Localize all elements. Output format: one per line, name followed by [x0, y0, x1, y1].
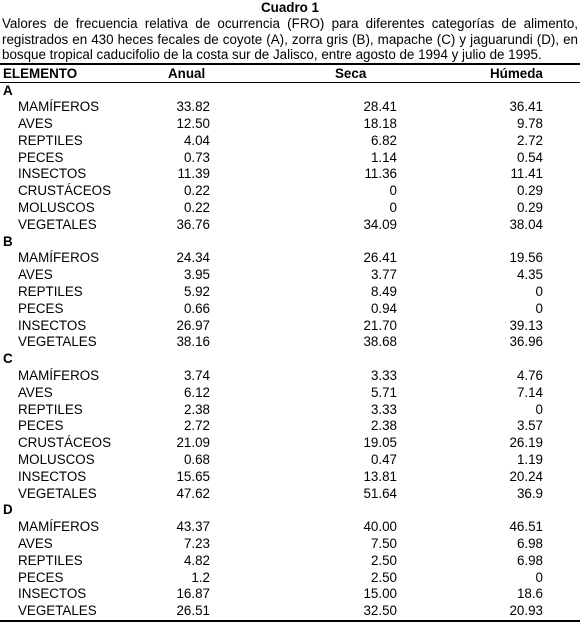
cell-anual-container	[150, 200, 320, 217]
table-row	[0, 200, 580, 217]
cell-seca-container	[320, 200, 490, 217]
cell-seca-container	[320, 486, 490, 503]
cell-elemento: INSECTOS	[18, 586, 87, 602]
cell-anual: 0.73	[183, 149, 210, 165]
cell-seca-container	[320, 166, 490, 183]
cell-seca-container	[320, 301, 490, 318]
cell-humeda: 38.04	[509, 216, 543, 232]
cell-humeda: 0	[535, 300, 543, 316]
cell-seca: 7.50	[370, 536, 397, 552]
cell-seca-container	[320, 150, 490, 167]
group-row	[0, 502, 580, 519]
cell-humeda: 39.13	[509, 317, 543, 333]
cell-anual: 12.50	[176, 116, 210, 132]
cell-humeda-container	[490, 150, 580, 167]
cell-seca-container	[320, 267, 490, 284]
cell-elemento: VEGETALES	[18, 485, 97, 501]
cell-elemento: PECES	[18, 569, 64, 585]
cell-humeda-container	[490, 166, 580, 183]
cell-anual: 3.95	[183, 267, 210, 283]
group-row	[0, 351, 580, 368]
cell-elemento: INSECTOS	[18, 468, 87, 484]
cell-humeda-container	[490, 318, 580, 335]
group-label: A	[3, 82, 13, 98]
cell-humeda: 3.57	[516, 418, 543, 434]
cell-humeda-container	[490, 586, 580, 603]
cell-humeda: 4.76	[516, 368, 543, 384]
cell-humeda: 26.19	[509, 435, 543, 451]
cell-seca-container	[320, 133, 490, 150]
cell-anual: 7.23	[183, 536, 210, 552]
cell-humeda: 36.41	[509, 99, 543, 115]
cell-seca: 32.50	[363, 603, 397, 619]
cell-elemento: PECES	[18, 149, 64, 165]
cell-seca: 3.33	[370, 368, 397, 384]
table-caption: Valores de frecuencia relativa de ocurrencia (FRO) para diferentes categorías de alimento, registrados en 430 heces fecales de coyote (A), zorra gris (B), mapache (C) y jaguarundi (D), en bosque tropical caducifolio de la costa sur de Jalisco, entre agosto de 1994 y julio de 1995.	[2, 16, 578, 62]
cell-anual-container	[150, 284, 320, 301]
cell-anual: 33.82	[176, 99, 210, 115]
cell-anual: 2.72	[183, 418, 210, 434]
cell-elemento: REPTILES	[18, 552, 83, 568]
group-row	[0, 83, 580, 100]
cell-humeda: 0	[535, 401, 543, 417]
cell-humeda: 9.78	[516, 116, 543, 132]
cell-humeda: 20.24	[509, 468, 543, 484]
cell-humeda-container	[490, 603, 580, 620]
cell-anual: 4.82	[183, 552, 210, 568]
cell-seca: 2.50	[370, 569, 397, 585]
cell-anual-container	[150, 536, 320, 553]
data-table	[0, 65, 580, 621]
cell-seca: 40.00	[363, 519, 397, 535]
cell-seca: 13.81	[363, 468, 397, 484]
cell-humeda-container	[490, 183, 580, 200]
cell-humeda: 19.56	[509, 250, 543, 266]
table-row	[0, 368, 580, 385]
cell-seca-container	[320, 402, 490, 419]
cell-anual: 3.74	[183, 368, 210, 384]
table-row	[0, 435, 580, 452]
table-row	[0, 116, 580, 133]
cell-anual: 1.2	[191, 569, 210, 585]
cell-anual: 6.12	[183, 384, 210, 400]
table-header	[0, 65, 580, 83]
header-row	[0, 65, 580, 83]
cell-humeda: 0.29	[516, 200, 543, 216]
cell-anual-container	[150, 402, 320, 419]
cell-humeda-container	[490, 250, 580, 267]
cell-elemento: REPTILES	[18, 284, 83, 300]
table-row	[0, 519, 580, 536]
cell-elemento: MAMÍFEROS	[18, 519, 100, 535]
cell-humeda-container	[490, 116, 580, 133]
cell-seca-container	[320, 284, 490, 301]
cell-elemento: AVES	[18, 536, 53, 552]
cell-elemento: PECES	[18, 300, 64, 316]
cell-elemento: MAMÍFEROS	[18, 99, 100, 115]
cell-anual-container	[150, 586, 320, 603]
header-anual: Anual	[168, 65, 206, 81]
table-row	[0, 570, 580, 587]
cell-seca-container	[320, 435, 490, 452]
cell-anual-container	[150, 486, 320, 503]
cell-humeda: 0	[535, 569, 543, 585]
cell-anual-container	[150, 435, 320, 452]
cell-seca-container	[320, 603, 490, 620]
cell-humeda-container	[490, 469, 580, 486]
table-row	[0, 334, 580, 351]
cell-seca-container	[320, 553, 490, 570]
cell-seca: 1.14	[370, 149, 397, 165]
cell-anual-container	[150, 217, 320, 234]
cell-humeda-container	[490, 217, 580, 234]
cell-seca-container	[320, 418, 490, 435]
table-row	[0, 318, 580, 335]
cell-anual: 38.16	[176, 334, 210, 350]
cell-seca: 21.70	[363, 317, 397, 333]
cell-humeda-container	[490, 519, 580, 536]
cell-seca: 0	[389, 200, 397, 216]
table-row	[0, 133, 580, 150]
cell-anual: 43.37	[176, 519, 210, 535]
group-label: B	[3, 233, 13, 249]
cell-humeda: 20.93	[509, 603, 543, 619]
cell-elemento: CRUSTÁCEOS	[18, 183, 112, 199]
cell-humeda-container	[490, 368, 580, 385]
cell-humeda-container	[490, 284, 580, 301]
cell-humeda: 0.54	[516, 149, 543, 165]
cell-humeda-container	[490, 452, 580, 469]
cell-anual: 36.76	[176, 216, 210, 232]
table-row	[0, 99, 580, 116]
cell-anual-container	[150, 570, 320, 587]
cell-anual: 15.65	[176, 468, 210, 484]
cell-seca: 38.68	[363, 334, 397, 350]
cell-anual: 26.97	[176, 317, 210, 333]
cell-seca-container	[320, 586, 490, 603]
cell-elemento: PECES	[18, 418, 64, 434]
cell-seca: 0	[389, 183, 397, 199]
cell-seca: 5.71	[370, 384, 397, 400]
header-humeda: Húmeda	[490, 65, 543, 81]
cell-anual: 2.38	[183, 401, 210, 417]
cell-humeda: 0.29	[516, 183, 543, 199]
table-body	[0, 82, 580, 620]
cell-anual: 0.68	[183, 452, 210, 468]
cell-seca: 0.94	[370, 300, 397, 316]
cell-seca: 0.47	[370, 452, 397, 468]
cell-elemento: VEGETALES	[18, 334, 97, 350]
cell-humeda-container	[490, 385, 580, 402]
cell-elemento: VEGETALES	[18, 603, 97, 619]
cell-elemento: MAMÍFEROS	[18, 250, 100, 266]
table-row	[0, 267, 580, 284]
cell-humeda: 46.51	[509, 519, 543, 535]
cell-seca-container	[320, 452, 490, 469]
cell-seca-container	[320, 250, 490, 267]
cell-humeda: 18.6	[516, 586, 543, 602]
cell-seca-container	[320, 570, 490, 587]
cell-humeda: 36.9	[516, 485, 543, 501]
cell-elemento: AVES	[18, 116, 53, 132]
cell-anual: 11.39	[177, 166, 210, 182]
cell-anual-container	[150, 368, 320, 385]
cell-anual: 16.87	[176, 586, 210, 602]
cell-seca-container	[320, 469, 490, 486]
cell-anual-container	[150, 166, 320, 183]
cell-elemento: CRUSTÁCEOS	[18, 435, 112, 451]
cell-anual: 47.62	[176, 485, 210, 501]
table-row	[0, 301, 580, 318]
table-row	[0, 217, 580, 234]
group-row	[0, 234, 580, 251]
cell-humeda-container	[490, 334, 580, 351]
cell-anual-container	[150, 267, 320, 284]
cell-seca-container	[320, 183, 490, 200]
table-row	[0, 536, 580, 553]
cell-humeda-container	[490, 536, 580, 553]
header-elemento: ELEMENTO	[3, 65, 78, 81]
table-row	[0, 469, 580, 486]
cell-anual: 0.66	[183, 300, 210, 316]
cell-anual-container	[150, 318, 320, 335]
cell-anual-container	[150, 301, 320, 318]
cell-elemento: AVES	[18, 384, 53, 400]
cell-humeda-container	[490, 486, 580, 503]
cell-anual-container	[150, 603, 320, 620]
cell-seca-container	[320, 519, 490, 536]
table-row	[0, 553, 580, 570]
cell-anual-container	[150, 133, 320, 150]
cell-humeda: 2.72	[516, 132, 543, 148]
cell-anual: 5.92	[183, 284, 210, 300]
table-row	[0, 150, 580, 167]
cell-humeda-container	[490, 267, 580, 284]
cell-humeda-container	[490, 553, 580, 570]
table-row	[0, 586, 580, 603]
table-row	[0, 183, 580, 200]
cell-anual: 21.09	[176, 435, 210, 451]
cell-seca-container	[320, 368, 490, 385]
cell-seca: 15.00	[363, 586, 397, 602]
cell-anual-container	[150, 385, 320, 402]
cell-anual-container	[150, 99, 320, 116]
cell-anual-container	[150, 150, 320, 167]
cell-seca: 11.36	[364, 166, 397, 182]
cell-elemento: REPTILES	[18, 132, 83, 148]
table-title: Cuadro 1	[260, 0, 320, 15]
cell-humeda-container	[490, 200, 580, 217]
cell-seca: 8.49	[370, 284, 397, 300]
cell-anual-container	[150, 116, 320, 133]
cell-seca: 51.64	[363, 485, 397, 501]
cell-humeda: 6.98	[516, 536, 543, 552]
cell-seca: 2.50	[370, 552, 397, 568]
table-row	[0, 603, 580, 620]
table-row	[0, 418, 580, 435]
table-row	[0, 250, 580, 267]
cell-anual-container	[150, 519, 320, 536]
cell-elemento: MAMÍFEROS	[18, 368, 100, 384]
cell-seca: 2.38	[370, 418, 397, 434]
cell-anual: 24.34	[176, 250, 210, 266]
cell-seca-container	[320, 334, 490, 351]
cell-seca: 3.33	[370, 401, 397, 417]
cell-humeda-container	[490, 418, 580, 435]
cell-anual: 4.04	[183, 132, 210, 148]
cell-anual-container	[150, 469, 320, 486]
cell-humeda: 7.14	[516, 384, 543, 400]
cell-seca-container	[320, 116, 490, 133]
cell-humeda: 36.96	[509, 334, 543, 350]
table-row	[0, 166, 580, 183]
cell-humeda-container	[490, 301, 580, 318]
cell-seca-container	[320, 536, 490, 553]
table-row	[0, 284, 580, 301]
group-label: C	[3, 351, 13, 367]
header-seca: Seca	[335, 65, 367, 81]
bottom-rule	[0, 620, 580, 622]
cell-elemento: VEGETALES	[18, 216, 97, 232]
cell-anual: 26.51	[176, 603, 210, 619]
cell-anual-container	[150, 553, 320, 570]
table-row	[0, 385, 580, 402]
cell-seca: 3.77	[370, 267, 397, 283]
cell-seca: 19.05	[363, 435, 397, 451]
cell-elemento: INSECTOS	[18, 317, 87, 333]
cell-seca: 34.09	[363, 216, 397, 232]
cell-humeda: 4.35	[516, 267, 543, 283]
cell-humeda-container	[490, 402, 580, 419]
cell-humeda-container	[490, 133, 580, 150]
cell-anual-container	[150, 418, 320, 435]
cell-humeda-container	[490, 435, 580, 452]
cell-humeda: 6.98	[516, 552, 543, 568]
cell-seca: 6.82	[370, 132, 397, 148]
cell-seca-container	[320, 318, 490, 335]
cell-anual: 0.22	[183, 200, 210, 216]
cell-humeda-container	[490, 570, 580, 587]
table-row	[0, 452, 580, 469]
cell-anual: 0.22	[183, 183, 210, 199]
cell-anual-container	[150, 452, 320, 469]
cell-elemento: REPTILES	[18, 401, 83, 417]
cell-humeda: 1.19	[516, 452, 543, 468]
cell-anual-container	[150, 334, 320, 351]
cell-elemento: INSECTOS	[18, 166, 87, 182]
cell-elemento: MOLUSCOS	[18, 200, 95, 216]
cell-humeda: 0	[535, 284, 543, 300]
cell-seca-container	[320, 217, 490, 234]
table-row	[0, 402, 580, 419]
cell-seca-container	[320, 385, 490, 402]
cell-elemento: MOLUSCOS	[18, 452, 95, 468]
cell-seca: 18.18	[363, 116, 397, 132]
cell-anual-container	[150, 183, 320, 200]
cell-seca: 26.41	[363, 250, 397, 266]
cell-elemento: AVES	[18, 267, 53, 283]
table-row	[0, 486, 580, 503]
cell-seca: 28.41	[363, 99, 397, 115]
cell-anual-container	[150, 250, 320, 267]
cell-humeda: 11.41	[510, 166, 543, 182]
cell-humeda-container	[490, 99, 580, 116]
group-label: D	[3, 502, 13, 518]
cell-seca-container	[320, 99, 490, 116]
